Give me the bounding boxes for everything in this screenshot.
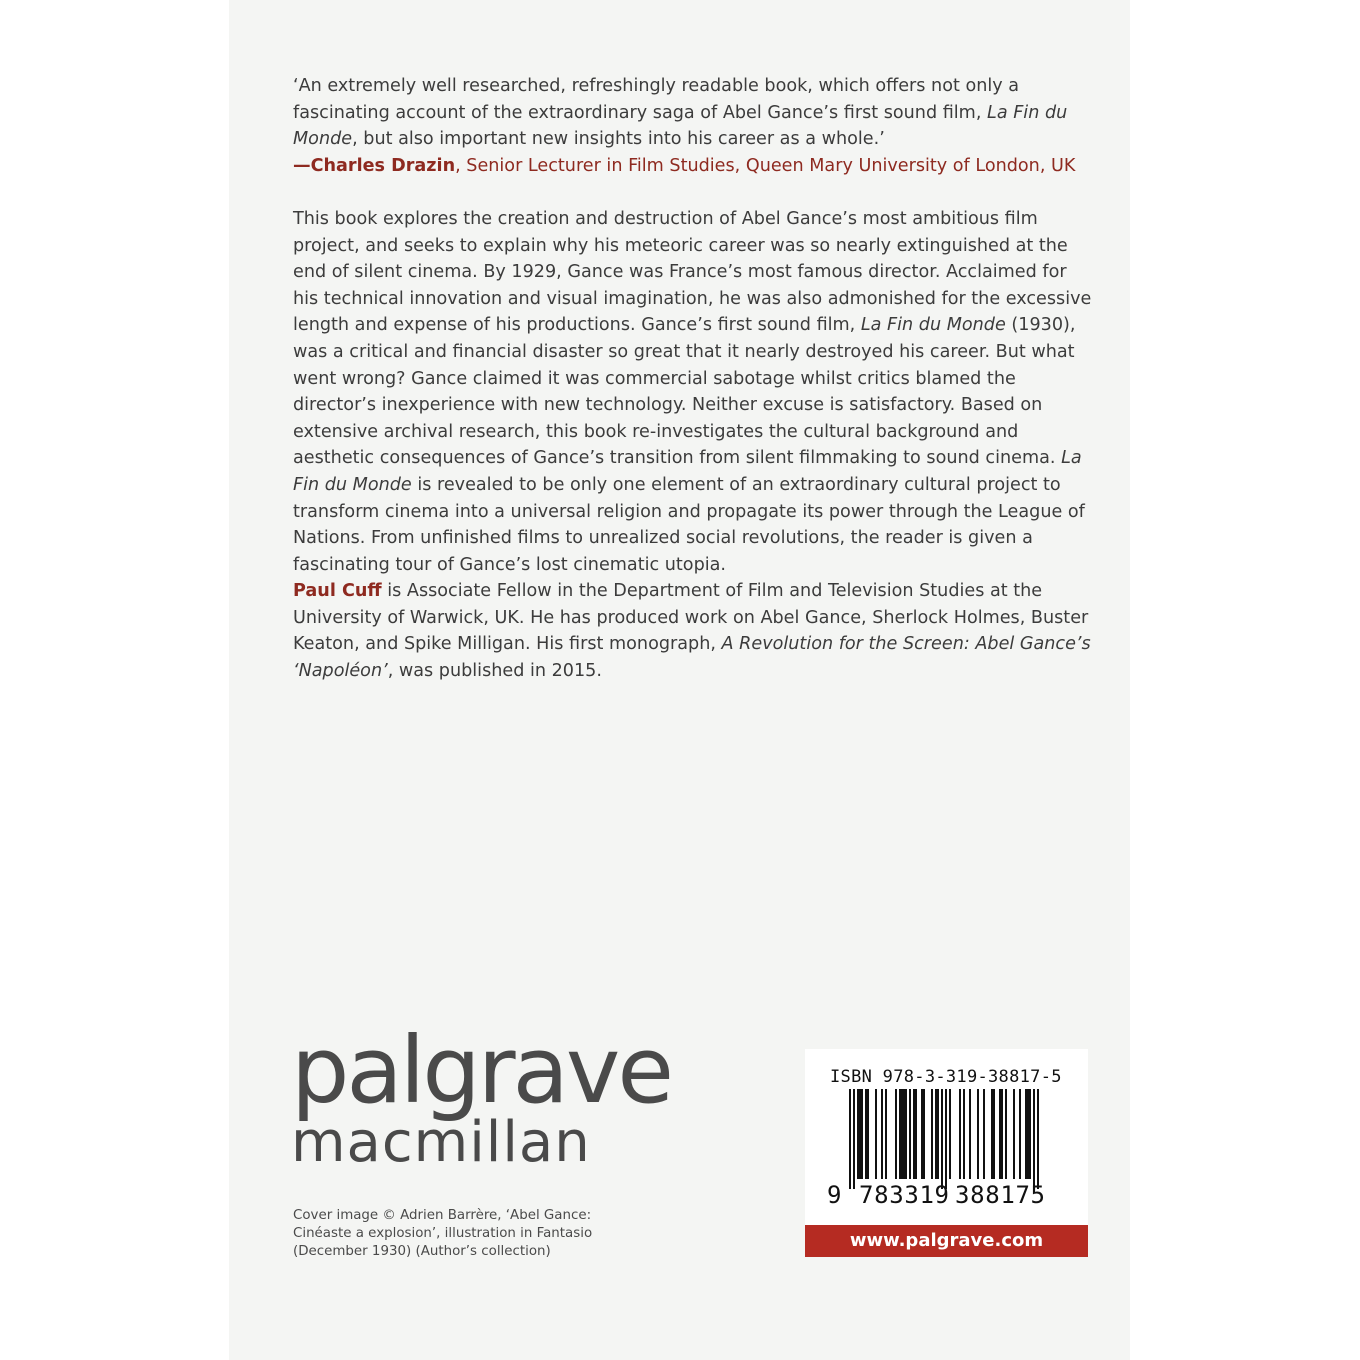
barcode-bar xyxy=(867,1089,869,1179)
description-text-3: is revealed to be only one element of an extraordinary cultural project to transform cinema into a universal religion and propagate its power through the League of Nations. From unfinished films to unrealized social revolutions, the reader is given a fascinating tour of Gance’s lost cinematic utopia. xyxy=(293,474,1085,575)
barcode-bar xyxy=(1027,1089,1029,1179)
barcode-bar xyxy=(913,1089,915,1179)
barcode-bar xyxy=(915,1089,917,1179)
barcode-bar xyxy=(931,1089,933,1179)
author-name: Paul Cuff xyxy=(293,581,382,601)
barcode-bar xyxy=(1037,1089,1039,1189)
book-description xyxy=(293,206,1093,578)
barcode-bar xyxy=(885,1089,887,1179)
logo-macmillan: macmillan xyxy=(291,1110,591,1175)
barcode-bar xyxy=(935,1089,937,1179)
website-link[interactable]: www.palgrave.com xyxy=(805,1225,1088,1257)
quote-text: ‘An extremely well researched, refreshingly readable book, which offers not only a fascinating account of the extraordinary saga of Abel Gance’s first sound film, xyxy=(293,76,1020,123)
barcode-bar xyxy=(865,1089,867,1179)
barcode-bar xyxy=(1033,1089,1035,1189)
barcode-bar xyxy=(881,1089,883,1179)
barcode-lead-digit: 9 xyxy=(827,1181,842,1209)
barcode-bar xyxy=(983,1089,985,1179)
barcode-bar xyxy=(903,1089,905,1179)
description-text-1: This book explores the creation and destruction of Abel Gance’s most ambitious film project, and seeks to explain why his meteoric career was so nearly extinguished at the end of silent cinema. By 1929, Gance was France’s most famous director. Acclaimed for his technical innovation and visual imagination, he was also admonished for the excessive length and expense of his productions. Gance’s first sound film, xyxy=(293,209,1092,336)
barcode-bars xyxy=(849,1089,1039,1189)
bio-text-1: is Associate Fellow in the Department of Film and Television Studies at the University of Warwick, UK. He has produced work on Abel Gance, Sherlock Holmes, Buster Keaton, and Spike Milligan. His first monograph, xyxy=(293,581,1089,655)
quote-attribution: —Charles Drazin, Senior Lecturer in Film Studies, Queen Mary University of London, UK xyxy=(293,155,1076,176)
isbn-label: ISBN 978-3-319-38817-5 xyxy=(830,1067,1062,1087)
barcode-bar xyxy=(853,1089,855,1189)
barcode-bar xyxy=(857,1089,859,1179)
description-film-title-2: La Fin du Monde xyxy=(293,448,1082,495)
barcode-bar xyxy=(899,1089,901,1179)
barcode-bar xyxy=(849,1089,851,1189)
back-cover xyxy=(229,0,1130,1360)
barcode-left-digits: 783319 xyxy=(859,1181,949,1209)
barcode-bar xyxy=(999,1089,1001,1179)
review-quote xyxy=(293,73,1093,179)
reviewer-name: Charles Drazin xyxy=(310,155,456,176)
barcode-bar xyxy=(1019,1089,1021,1179)
barcode-bar xyxy=(991,1089,993,1179)
barcode-bar xyxy=(895,1089,897,1179)
barcode-bar xyxy=(941,1089,943,1189)
bio-text-2: , was published in 2015. xyxy=(387,660,602,681)
barcode-bar xyxy=(909,1089,911,1179)
barcode-bar xyxy=(905,1089,907,1179)
barcode-bar xyxy=(977,1089,979,1179)
barcode-bar xyxy=(993,1089,995,1179)
description-text-2: (1930), was a critical and financial disaster so great that it nearly destroyed his career. But what went wrong? Gance claimed it was commercial sabotage whilst critics blamed the director’s inexperience with new technology. Neither excuse is satisfactory. Based on extensive archival research, this book re-investigates the cultural background and aesthetic consequences of Gance’s transition from silent filmmaking to sound cinema. xyxy=(293,315,1076,469)
barcode-bar xyxy=(875,1089,877,1179)
cover-image-credit: Cover image © Adrien Barrère, ‘Abel Gance: Cinéaste a explosion’, illustration in Fantasio (December 1930) (Author’s collection) xyxy=(293,1208,593,1259)
reviewer-role: , Senior Lecturer in Film Studies, Queen Mary University of London, UK xyxy=(455,155,1076,176)
publisher-logo xyxy=(291,1017,671,1175)
barcode-bar xyxy=(963,1089,965,1179)
barcode-bar xyxy=(969,1089,971,1179)
barcode-bar xyxy=(1005,1089,1007,1179)
barcode-bar xyxy=(923,1089,925,1179)
barcode-bar xyxy=(937,1089,939,1179)
description-film-title-1: La Fin du Monde xyxy=(860,315,1006,336)
barcode xyxy=(825,1089,1070,1209)
quote-film-title: La Fin du Monde xyxy=(293,102,1068,150)
barcode-bar xyxy=(959,1089,961,1179)
logo-palgrave: palgrave xyxy=(291,1017,671,1124)
barcode-bar xyxy=(1029,1089,1031,1179)
barcode-bar xyxy=(1013,1089,1015,1179)
barcode-bar xyxy=(859,1089,861,1179)
barcode-bar xyxy=(861,1089,863,1179)
bio-book-title: A Revolution for the Screen: Abel Gance’s ‘Napoléon’ xyxy=(293,634,1091,681)
barcode-bar xyxy=(945,1089,947,1189)
barcode-panel xyxy=(805,1049,1088,1225)
barcode-right-digits: 388175 xyxy=(955,1181,1045,1209)
barcode-bar xyxy=(1025,1089,1027,1179)
barcode-bar xyxy=(901,1089,903,1179)
barcode-bar xyxy=(921,1089,923,1179)
author-bio xyxy=(293,578,1093,684)
quote-text-end: , but also important new insights into his career as a whole.’ xyxy=(352,129,885,150)
barcode-bar xyxy=(949,1089,951,1179)
barcode-bar xyxy=(1001,1089,1003,1179)
